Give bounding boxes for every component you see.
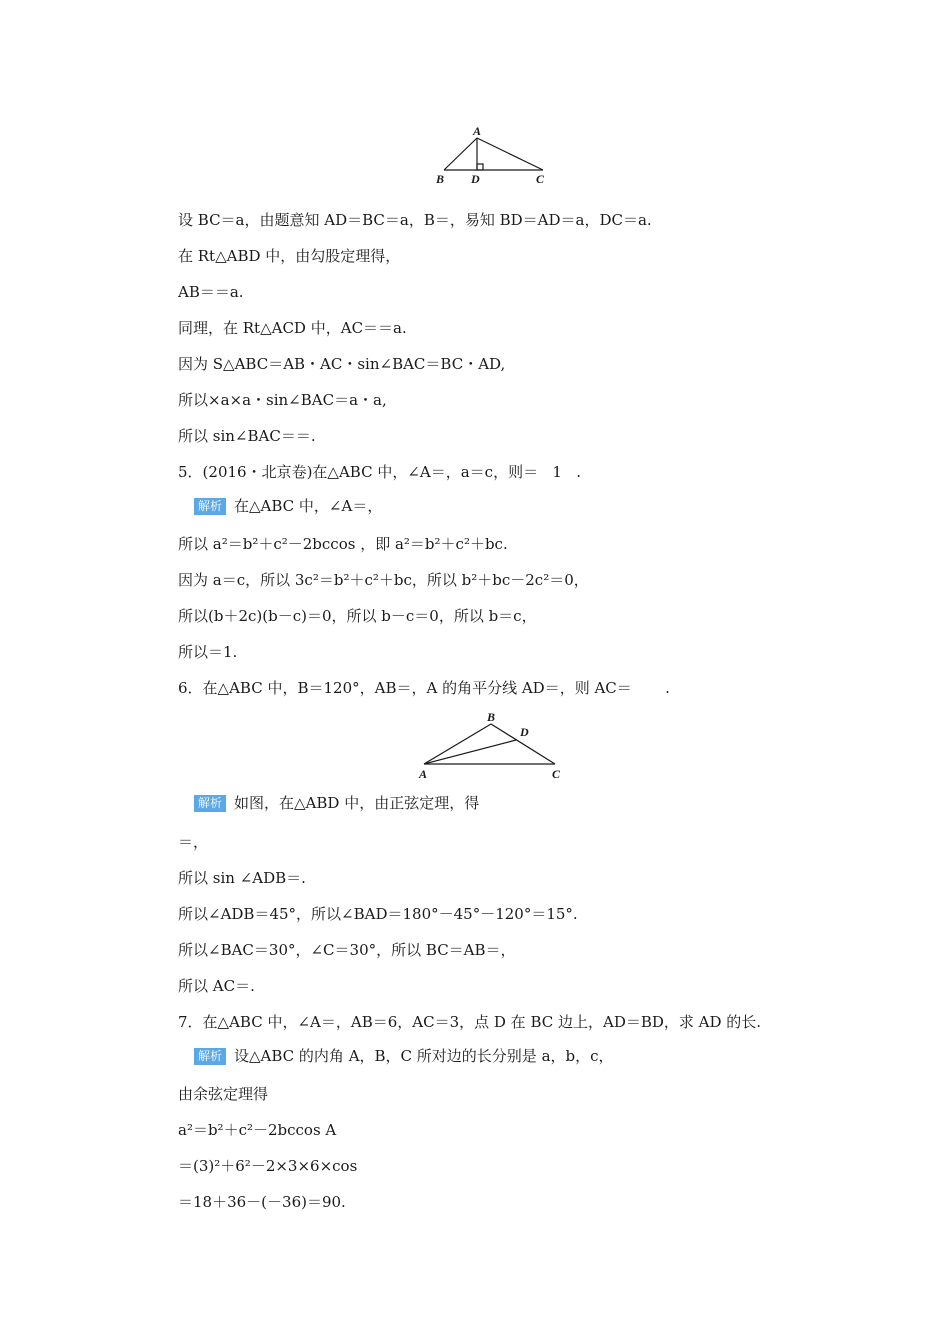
problem-6: 6．在△ABC 中，B＝120°，AB＝，A 的角平分线 AD＝，则 AC＝ . [178,679,670,697]
label-a-fig2: A [419,767,428,781]
segment-ab [444,138,477,170]
analysis-7-line-1 [194,1046,614,1066]
text-line-16: 所以 sin ∠ADB＝. [178,869,306,887]
text-line-6: 所以×a×a・sin∠BAC＝a・a, [178,391,387,409]
text-line-22: 由余弦定理得 [178,1085,269,1103]
analysis-5-line-1 [194,496,382,516]
text-line-1: 设 BC＝a，由题意知 AD＝BC＝a，B＝，易知 BD＝AD＝a，DC＝a. [178,211,652,229]
text-line-15: ＝， [178,833,209,851]
text-line-25: ＝18＋36－(－36)＝90. [178,1193,346,1211]
text-line-18: 所以∠BAC＝30°，∠C＝30°，所以 BC＝AB＝， [178,941,516,959]
text-line-17: 所以∠ADB＝45°，所以∠BAD＝180°－45°－120°＝15°. [178,905,578,923]
text-line-5: 因为 S△ABC＝AB・AC・sin∠BAC＝BC・AD, [178,355,506,373]
segment-ac [477,138,543,170]
text-line-11: 所以(b＋2c)(b－c)＝0，所以 b－c＝0，所以 b＝c， [178,607,537,625]
text-line-2: 在 Rt△ABD 中，由勾股定理得， [178,247,401,265]
right-angle-mark [477,164,483,170]
analysis-tag: 解析 [194,1048,226,1065]
text-line-24: ＝(3)²＋6²－2×3×6×cos [178,1157,358,1175]
text-line-10: 因为 a＝c，所以 3c²＝b²＋c²＋bc，所以 b²＋bc－2c²＝0， [178,571,589,589]
label-a-fig1: A [473,124,482,138]
analysis-tag: 解析 [194,795,226,812]
label-d-fig1: D [471,172,480,186]
text-line-7: 所以 sin∠BAC＝＝. [178,427,316,445]
problem-5: 5．(2016・北京卷)在△ABC 中，∠A＝，a＝c，则＝ 1 . [178,463,582,481]
triangle-abc-figure2 [424,724,555,764]
text-line-23: a²＝b²＋c²－2bccos A [178,1121,337,1139]
analysis-6-line-1 [194,793,479,813]
text-line-3: AB＝＝a. [178,283,244,301]
analysis-5-text: 在△ABC 中，∠A＝， [234,497,383,515]
label-b-fig1: B [436,172,445,186]
analysis-6-text: 如图，在△ABD 中，由正弦定理，得 [234,794,480,812]
text-line-9: 所以 a²＝b²＋c²－2bccos ，即 a²＝b²＋c²＋bc. [178,535,508,553]
problem-7: 7．在△ABC 中，∠A＝，AB＝6，AC＝3，点 D 在 BC 边上，AD＝BD，求 AD 的长. [178,1013,762,1031]
segment-ad-fig2 [424,740,516,764]
triangle-abc-figure1 [444,138,543,170]
label-c-fig1: C [536,172,545,186]
analysis-7-text: 设△ABC 的内角 A，B，C 所对边的长分别是 a，b，c， [234,1047,614,1065]
text-line-12: 所以＝1. [178,643,238,661]
label-c-fig2: C [552,767,561,781]
text-line-4: 同理，在 Rt△ACD 中，AC＝＝a. [178,319,407,337]
label-d-fig2: D [520,725,529,739]
label-b-fig2: B [487,710,496,724]
segment-ab-fig2 [424,724,491,764]
text-line-19: 所以 AC＝. [178,977,255,995]
analysis-tag: 解析 [194,498,226,515]
